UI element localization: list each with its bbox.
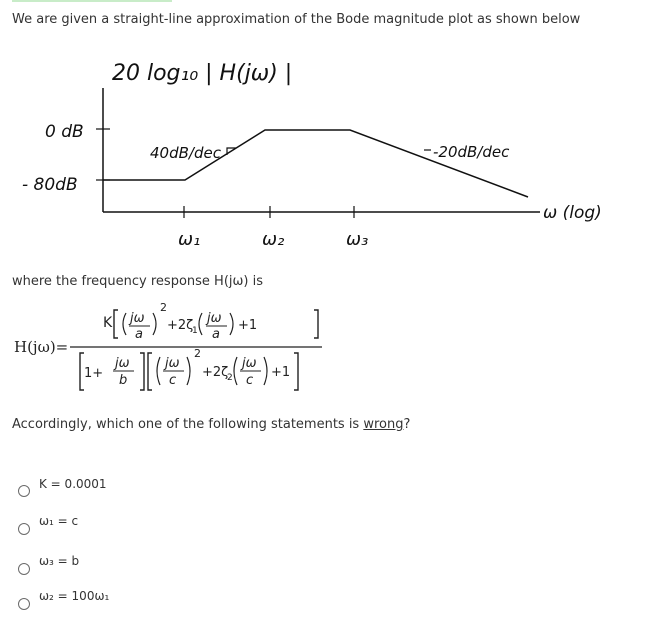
option-1-label[interactable]: K = 0.0001 bbox=[39, 477, 107, 491]
x-axis-label: ω (log) bbox=[543, 203, 602, 223]
svg-text:K: K bbox=[103, 315, 113, 331]
option-1-radio[interactable] bbox=[18, 485, 30, 497]
label-20db-dec: -20dB/dec bbox=[433, 143, 510, 161]
option-3-label[interactable]: ω₃ = b bbox=[39, 554, 80, 568]
svg-text:2: 2 bbox=[160, 301, 167, 314]
label-0db: 0 dB bbox=[45, 122, 84, 142]
option-3-radio[interactable] bbox=[18, 563, 30, 575]
svg-text:1: 1 bbox=[192, 326, 198, 336]
label-w3: ω₃ bbox=[346, 229, 369, 250]
top-accent-bar bbox=[12, 0, 172, 2]
label-w1: ω₁ bbox=[178, 229, 201, 250]
svg-text:jω: jω bbox=[207, 311, 222, 326]
label-80db: - 80dB bbox=[22, 175, 78, 195]
label-40db-dec: 40dB/dec bbox=[150, 144, 221, 162]
svg-text:2: 2 bbox=[194, 347, 201, 360]
formula-lhs: H(jω)= bbox=[14, 338, 69, 356]
svg-text:+1: +1 bbox=[271, 365, 291, 380]
option-2-label[interactable]: ω₁ = c bbox=[39, 514, 79, 528]
option-2-radio[interactable] bbox=[18, 523, 30, 535]
svg-text:1+: 1+ bbox=[84, 366, 104, 381]
svg-text:jω: jω bbox=[130, 311, 145, 326]
svg-text:+1: +1 bbox=[238, 318, 258, 333]
bode-plot bbox=[0, 40, 646, 265]
svg-text:c: c bbox=[169, 373, 177, 388]
svg-text:a: a bbox=[135, 327, 143, 342]
svg-text:jω: jω bbox=[165, 356, 180, 371]
svg-text:+2ζ: +2ζ bbox=[167, 318, 194, 333]
svg-text:b: b bbox=[119, 373, 128, 388]
svg-text:jω: jω bbox=[115, 356, 130, 371]
plot-title: 20 log₁₀ | H(jω) | bbox=[112, 61, 293, 86]
question-intro: We are given a straight-line approximation of the Bode magnitude plot as shown below bbox=[12, 12, 581, 27]
svg-text:c: c bbox=[246, 373, 254, 388]
freq-response-intro: where the frequency response H(jω) is bbox=[12, 274, 263, 289]
svg-text:jω: jω bbox=[242, 356, 257, 371]
bode-asymptote bbox=[103, 130, 528, 197]
question-prompt: Accordingly, which one of the following statements is wrong? bbox=[12, 417, 411, 432]
emphasis-wrong: wrong bbox=[363, 417, 404, 432]
option-4-label[interactable]: ω₂ = 100ω₁ bbox=[39, 589, 110, 603]
label-w2: ω₂ bbox=[262, 229, 285, 250]
svg-text:a: a bbox=[212, 327, 220, 342]
option-4-radio[interactable] bbox=[18, 598, 30, 610]
svg-text:+2ζ: +2ζ bbox=[202, 365, 229, 380]
svg-text:2: 2 bbox=[227, 373, 233, 383]
transfer-function-formula bbox=[70, 295, 330, 400]
